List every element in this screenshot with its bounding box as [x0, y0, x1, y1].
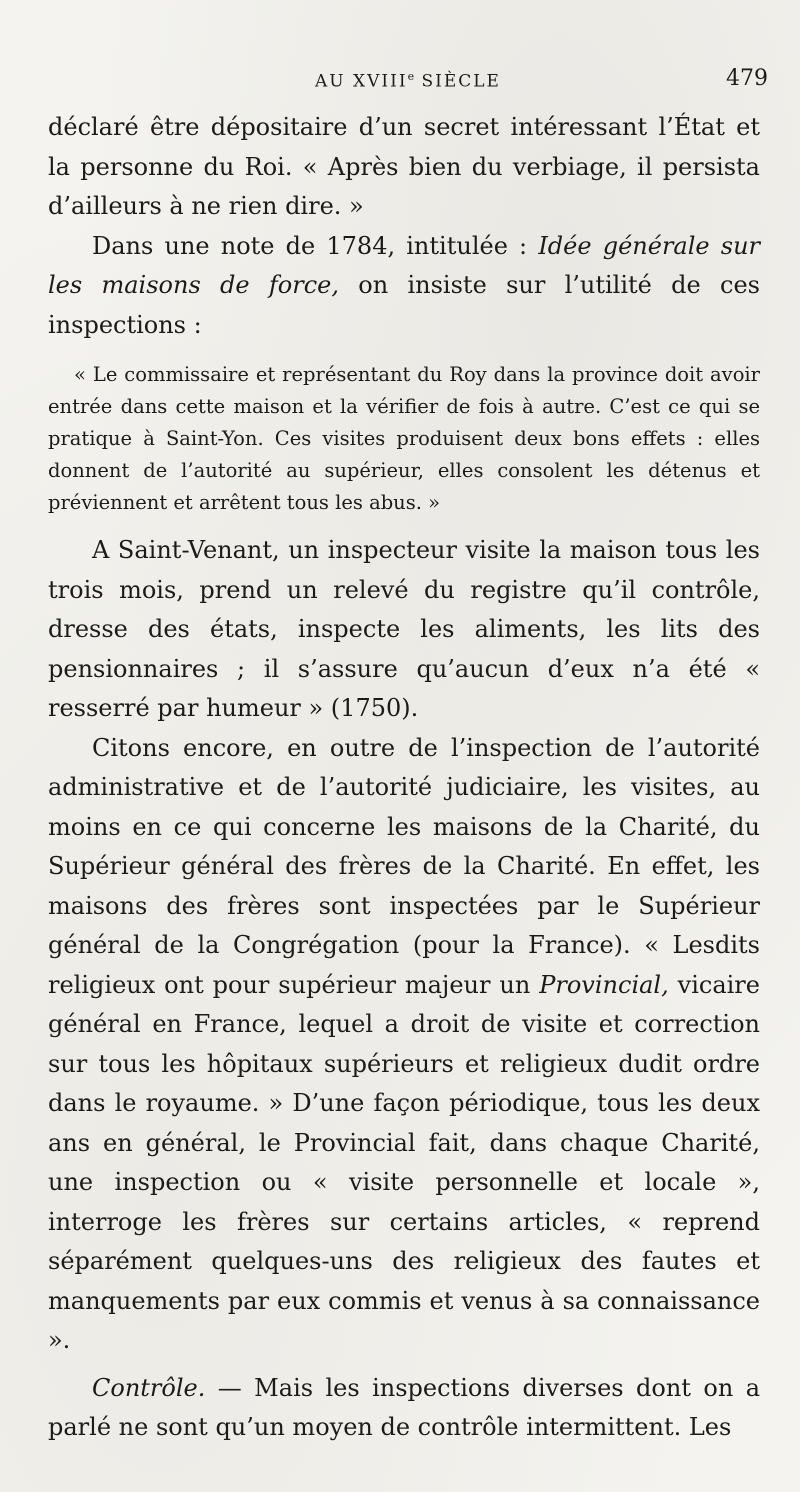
paragraph-2-start: Dans une note de 1784, intitulée :	[92, 231, 539, 260]
paragraph-2-end: on insiste sur l’utilité de ces inspections :	[48, 271, 760, 339]
paragraph-5-text: — Mais les inspections diverses dont on a parlé ne sont qu’un moyen de contrôle intermittent. Les	[48, 1373, 760, 1441]
paragraph-4-end: vicaire général en France, lequel a droit de visite et correction sur tous les hôpitaux supérieurs et religieux dudit ordre dans le royaume. » D’une façon périodique, tous les deux ans en général, le Provincial fait, dans chaque Charité, une inspection ou « visite personnelle et locale », interroge les frères sur certains articles, « reprend séparément quelques-uns des religieux des fautes et manquements par eux commis et venus à sa connaissance ».	[48, 970, 760, 1354]
section-heading-controle: Contrôle.	[92, 1373, 206, 1402]
paragraph-5	[48, 1369, 760, 1448]
paragraph-4-italic: Provincial,	[539, 970, 669, 999]
paragraph-1: déclaré être dépositaire d’un secret intéressant l’État et la personne du Roi. « Après bien du verbiage, il persista d’ailleurs à ne rien dire. »	[48, 113, 760, 220]
paragraph-4	[48, 729, 760, 1361]
paragraph-2-title-italic: Idée générale sur les maisons de force,	[48, 231, 761, 299]
running-title-rest: SIÈCLE	[414, 71, 501, 92]
body-text	[48, 108, 760, 1448]
paragraph-2	[48, 227, 760, 346]
page-header	[48, 62, 768, 96]
running-title-main: AU XVIII	[315, 71, 408, 92]
block-quote: « Le commissaire et représentant du Roy dans la province doit avoir entrée dans cette maison et la vérifier de fois à autre. C’est ce qui se pratique à Saint-Yon. Ces visites produisent deux bons effets : elles donnent de l’autorité au supérieur, elles consolent les détenus et préviennent et arrêtent tous les abus. »	[48, 363, 760, 514]
page-number: 479	[726, 66, 768, 91]
running-title	[48, 70, 768, 92]
paragraph-4-start: Citons encore, en outre de l’inspection de l’autorité administrative et de l’autorité judiciaire, les visites, au moins en ce qui concerne les maisons de la Charité, du Supérieur général des frères de la Charité. En effet, les maisons des frères sont inspectées par le Supérieur général de la Congrégation (pour la France). « Lesdits religieux ont pour supérieur majeur un	[48, 733, 760, 999]
paragraph-3: A Saint-Venant, un inspecteur visite la maison tous les trois mois, prend un relevé du registre qu’il contrôle, dresse des états, inspecte les aliments, les lits des pensionnaires ; il s’assure qu’aucun d’eux n’a été « resserré par humeur » (1750).	[48, 536, 760, 722]
running-title-superscript: e	[407, 70, 415, 83]
